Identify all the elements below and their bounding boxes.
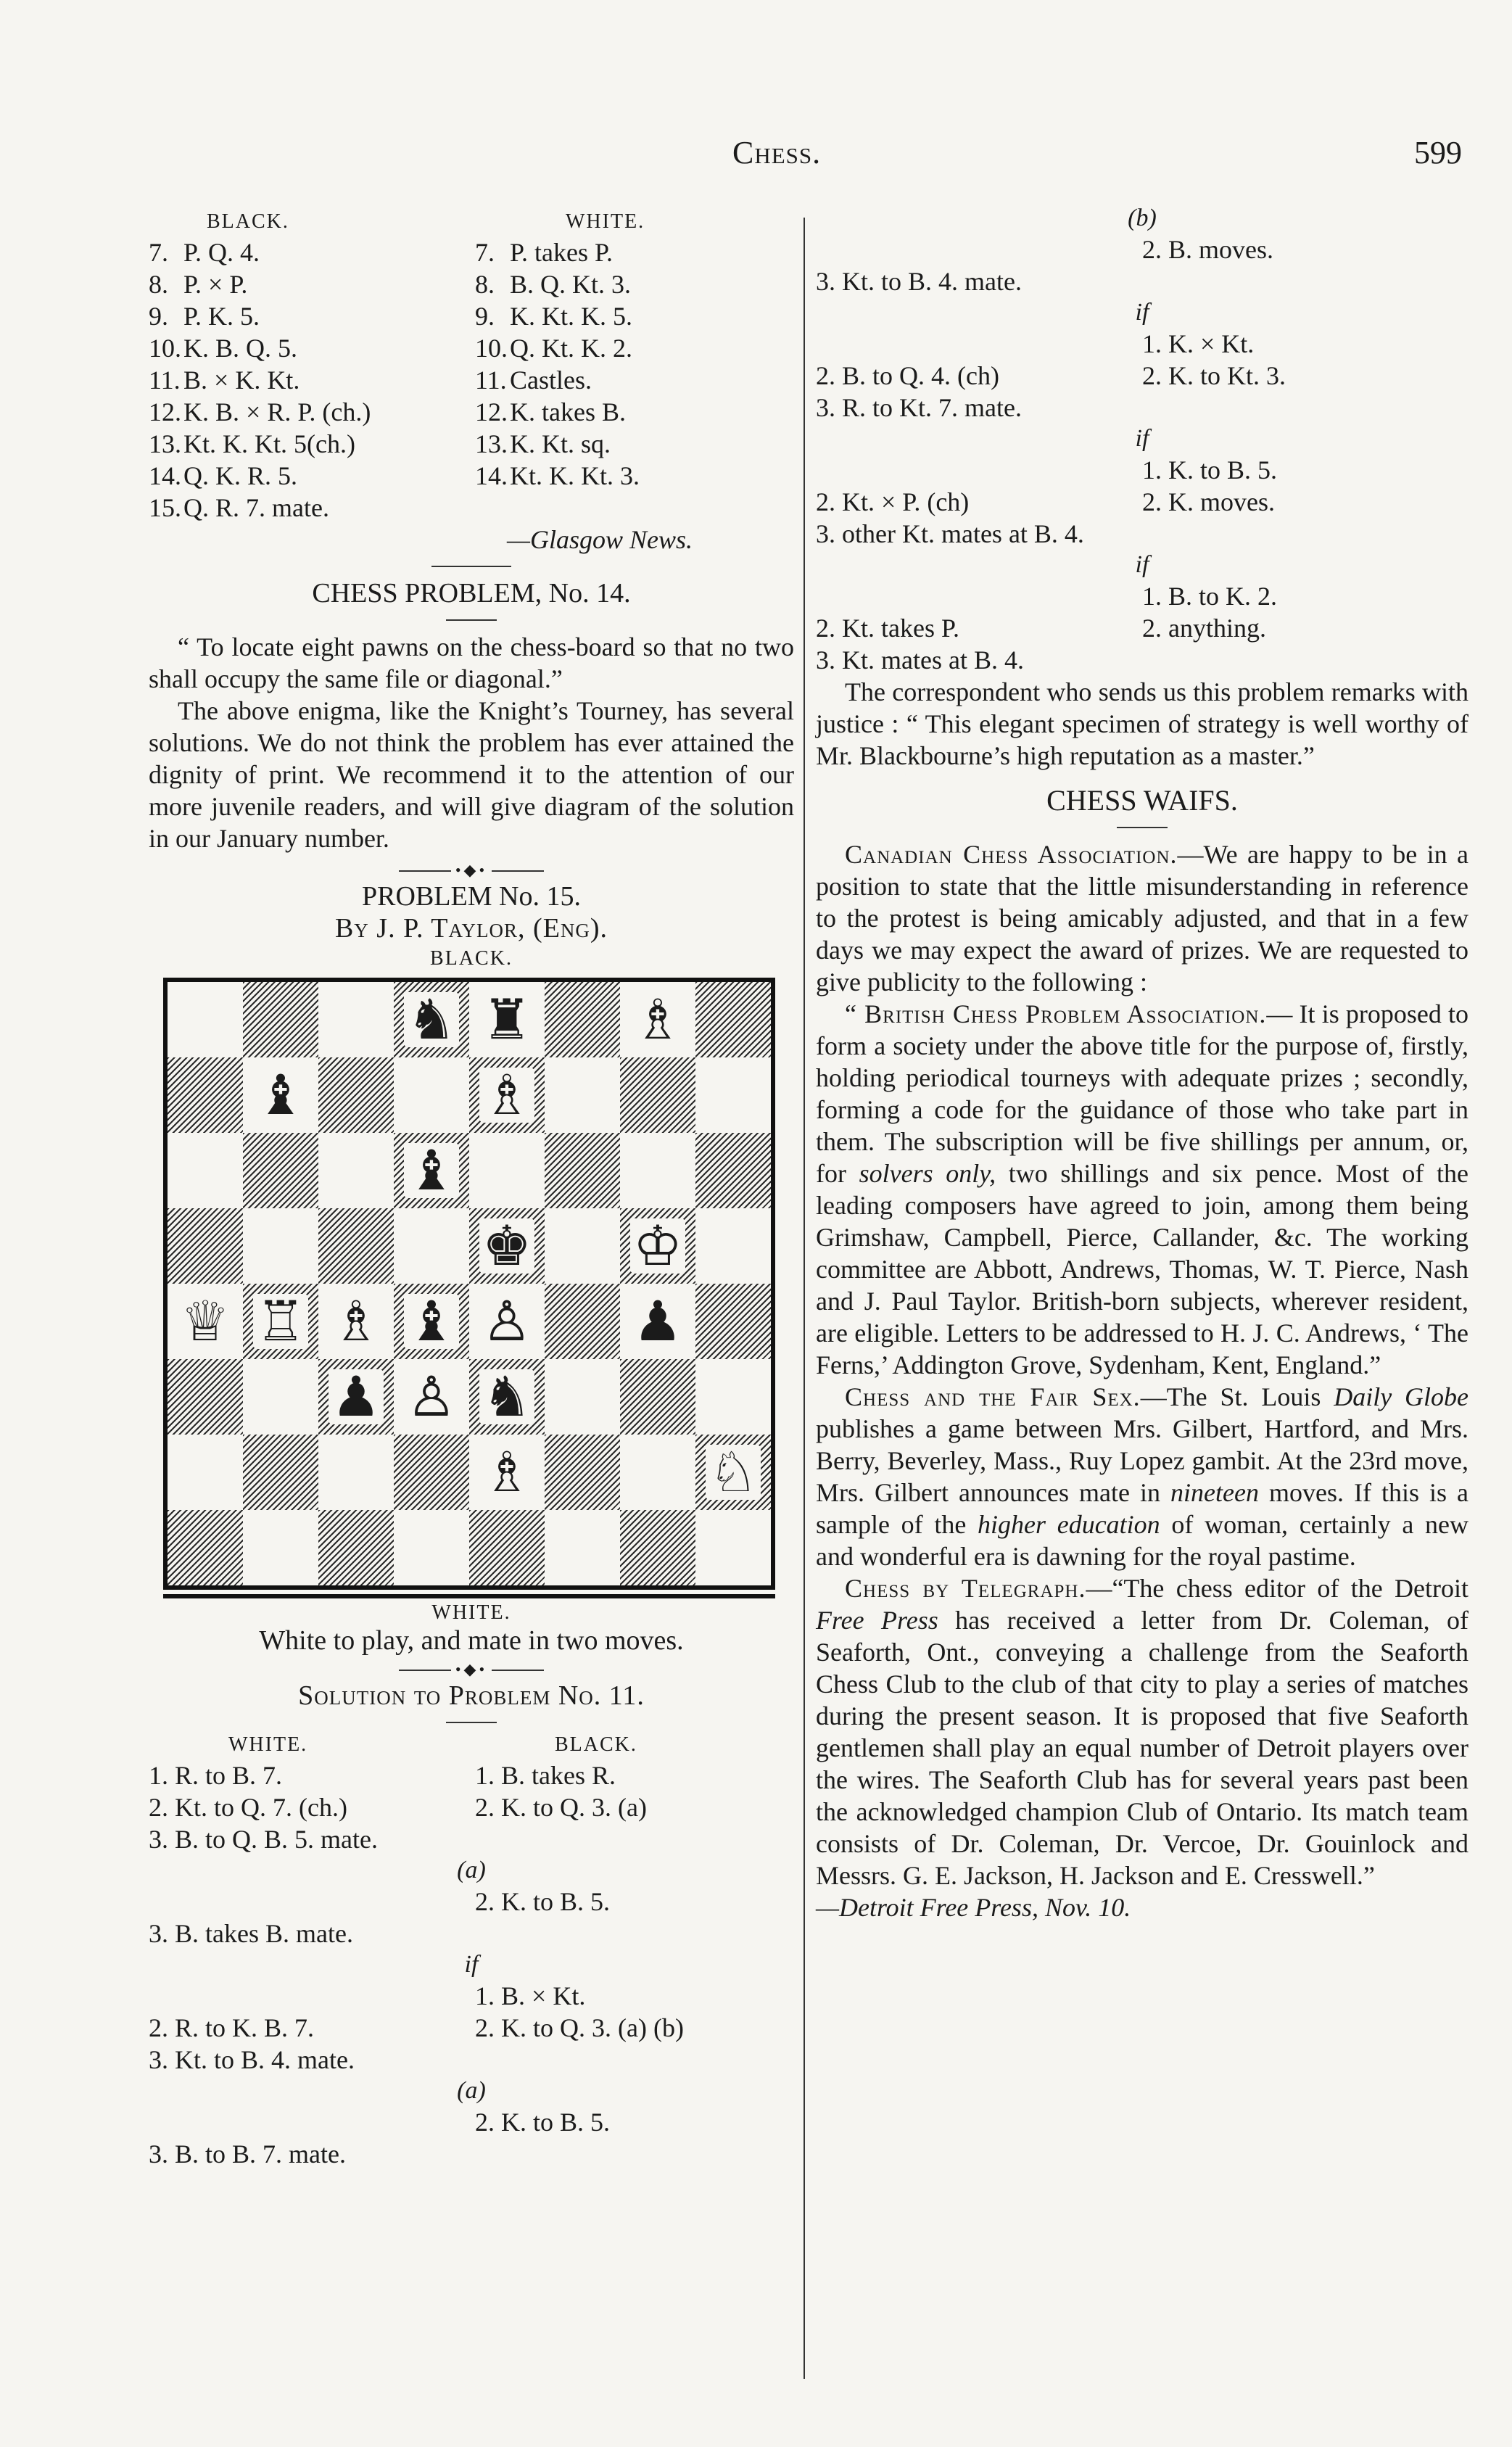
solution-black-header: BLACK.	[555, 1733, 637, 1756]
black-move: 2. K. to Q. 3. (a) (b)	[475, 2013, 684, 2042]
running-title: Chess.	[732, 135, 822, 170]
variation-label: if	[1135, 425, 1149, 452]
black-move: 2. K. to Kt. 3.	[1142, 361, 1286, 390]
move-number: 8.	[149, 270, 168, 299]
light-square	[469, 982, 545, 1057]
black-move: 1. B. × Kt.	[475, 1981, 586, 2010]
white-move: K. Kt. K. 5.	[510, 302, 632, 331]
game-move-row	[149, 300, 794, 332]
light-square	[168, 1284, 243, 1359]
variation-label: (a)	[457, 1857, 486, 1883]
board-white-label: WHITE.	[431, 1601, 511, 1624]
light-square	[243, 1359, 318, 1435]
black-move	[1142, 265, 1468, 297]
black-move	[475, 2138, 794, 2170]
dark-square	[168, 1057, 243, 1133]
move-number: 7.	[475, 238, 495, 267]
solution-row	[149, 1980, 794, 2012]
solution-row	[816, 518, 1468, 550]
white-move: 3. Kt. to B. 4. mate.	[816, 267, 1022, 296]
game-move-row	[149, 396, 794, 428]
white-move: 3. B. to B. 7. mate.	[149, 2139, 346, 2169]
lead-canadian-association: Canadian Chess Association.	[845, 840, 1178, 869]
separator-rule	[446, 1722, 497, 1723]
chess-piece-icon: ♔	[630, 1218, 685, 1274]
move-number: 13.	[475, 429, 508, 458]
move-number: 14.	[149, 461, 181, 490]
white-move	[816, 234, 1142, 265]
white-move: 2. Kt. takes P.	[816, 614, 959, 643]
white-move: 3. other Kt. mates at B. 4.	[816, 519, 1084, 548]
solution-row	[816, 644, 1468, 676]
black-move: K. B. × R. P. (ch.)	[183, 397, 371, 426]
black-move: 2. K. to B. 5.	[475, 2108, 611, 2137]
white-move: P. takes P.	[510, 238, 614, 267]
chess-piece-icon: ♝	[404, 1143, 459, 1198]
black-move: 1. B. takes R.	[475, 1761, 616, 1790]
move-number: 12.	[475, 397, 508, 426]
light-square	[318, 982, 394, 1057]
dark-square	[394, 1435, 469, 1510]
light-square	[318, 1435, 394, 1510]
chess-board	[163, 978, 775, 1590]
solution-white-header: WHITE.	[228, 1733, 308, 1756]
solution-row	[149, 2138, 794, 2170]
black-move: 2. K. to B. 5.	[475, 1887, 611, 1916]
dark-square	[469, 1359, 545, 1435]
light-square	[695, 1510, 771, 1585]
separator-rule	[446, 619, 497, 621]
black-move: Q. K. R. 5.	[183, 461, 298, 490]
move-number: 14.	[475, 461, 508, 490]
white-move	[149, 2106, 475, 2138]
black-move: 2. B. moves.	[1142, 235, 1274, 264]
move-number: 8.	[475, 270, 495, 299]
problem-14-commentary: The above enigma, like the Knight’s Tourney, has several solutions. We do not think the problem has ever attained the dignity of print. We recommend it to the attention of our more juvenile readers, and will give diagram of the solution in our January number.	[149, 696, 794, 853]
paragraph-telegraph: Chess by Telegraph.—“The chess editor of the Detroit Free Press has received a letter from Dr. Coleman, of Seaforth, Ont., conveying a challenge from the Seaforth Chess Club to the club of that city to play a series of matches during the present season. It is proposed that five Seaforth gentlemen shall play an equal number of Detroit players over the wires. The Seaforth Club has for several years past been the acknowledged champion Club of Ontario. Its match team consists of Dr. Coleman, Dr. Vercoe, Dr. Gouinlock and Messrs. G. E. Jackson, H. Jackson and E. Cresswell.”	[816, 1574, 1468, 1890]
chess-piece-icon: ♜	[479, 992, 534, 1047]
dark-square	[620, 1510, 695, 1585]
chess-piece-icon: ♗	[479, 1068, 534, 1123]
solution-row	[816, 234, 1468, 265]
game-moves	[149, 236, 794, 524]
move-number: 11.	[149, 366, 181, 395]
light-square	[545, 1359, 620, 1435]
dark-square	[243, 1435, 318, 1510]
black-move: 1. K. × Kt.	[1142, 329, 1255, 358]
white-move: 3. Kt. mates at B. 4.	[816, 645, 1024, 674]
dark-square	[469, 1057, 545, 1133]
solution-row	[149, 1918, 794, 1949]
paragraph-canadian-association: Canadian Chess Association.—We are happy to be in a position to state that the little misunderstanding in reference to the protest is being amicably adjusted, and that in a few days we may expect the award of prizes. We are requested to give publicity to the following :	[816, 840, 1468, 996]
chess-piece-icon: ♟	[329, 1369, 384, 1424]
dark-square	[469, 1510, 545, 1585]
white-move	[816, 454, 1142, 486]
white-move: 2. Kt. × P. (ch)	[816, 487, 970, 516]
light-square	[545, 1057, 620, 1133]
solution-row	[149, 1791, 794, 1823]
black-move: P. × P.	[183, 270, 248, 299]
light-square	[695, 1057, 771, 1133]
dark-square	[318, 1510, 394, 1585]
white-move	[149, 1886, 475, 1918]
light-square	[469, 1435, 545, 1510]
move-number: 9.	[149, 302, 168, 331]
light-square	[620, 1435, 695, 1510]
correspondent-paragraph: The correspondent who sends us this problem remarks with justice : “ This elegant specimen of strategy is well worthy of Mr. Blackbourne’s high reputation as a master.”	[816, 677, 1468, 770]
white-move	[149, 1980, 475, 2012]
black-move: 1. K. to B. 5.	[1142, 455, 1278, 484]
solution-row	[816, 328, 1468, 360]
solution-row	[816, 454, 1468, 486]
dark-square	[545, 1133, 620, 1208]
game-move-row	[149, 332, 794, 364]
solution-row	[149, 1759, 794, 1791]
dark-square	[243, 1133, 318, 1208]
board-black-label: BLACK.	[430, 947, 513, 970]
white-move: Kt. K. Kt. 3.	[510, 461, 640, 490]
lead-british-association: “ British Chess Problem Association.	[845, 999, 1267, 1028]
dark-square	[243, 982, 318, 1057]
light-square	[243, 1208, 318, 1284]
game-move-row	[149, 236, 794, 268]
dark-square	[394, 1284, 469, 1359]
dark-square	[695, 1284, 771, 1359]
black-move: K. B. Q. 5.	[183, 334, 298, 363]
move-number: 7.	[149, 238, 168, 267]
dark-square	[545, 982, 620, 1057]
chess-piece-icon: ♗	[329, 1294, 384, 1349]
solution-moves	[149, 1759, 794, 2170]
white-move: 3. R. to Kt. 7. mate.	[816, 393, 1022, 422]
move-number: 10.	[475, 334, 508, 363]
game-moves-header	[149, 210, 794, 234]
problem-14-statement: “ To locate eight pawns on the chess-board so that no two shall occupy the same file or diagonal.”	[149, 632, 794, 693]
white-move	[816, 328, 1142, 360]
dark-square	[620, 1359, 695, 1435]
variation-label: if	[1135, 551, 1149, 578]
black-move	[475, 2044, 794, 2076]
variation-label: if	[464, 1951, 479, 1978]
problem-15-author: By J. P. Taylor, (Eng).	[334, 913, 608, 944]
right-column	[816, 203, 1468, 1923]
lead-fair-sex: Chess and the Fair Sex.	[845, 1382, 1141, 1411]
black-move: 2. K. moves.	[1142, 487, 1275, 516]
move-number: 11.	[475, 366, 507, 395]
chess-waifs-title: CHESS WAIFS.	[1046, 784, 1238, 817]
solution-row	[149, 2106, 794, 2138]
white-move: 2. R. to K. B. 7.	[149, 2013, 315, 2042]
black-move: B. × K. Kt.	[183, 366, 300, 395]
light-square	[394, 1057, 469, 1133]
lead-telegraph: Chess by Telegraph.	[845, 1574, 1086, 1603]
black-move: Kt. K. Kt. 5(ch.)	[183, 429, 355, 458]
light-square	[394, 1208, 469, 1284]
light-square	[168, 982, 243, 1057]
light-square	[620, 1133, 695, 1208]
chess-piece-icon: ♞	[404, 992, 459, 1047]
chess-piece-icon: ♝	[253, 1068, 308, 1123]
dark-square	[545, 1435, 620, 1510]
solution-row	[816, 612, 1468, 644]
black-move	[475, 1918, 794, 1949]
chess-piece-icon: ♙	[404, 1369, 459, 1424]
black-move: 2. K. to Q. 3. (a)	[475, 1793, 647, 1822]
game-move-row	[149, 428, 794, 460]
ornament-divider: •◆•	[399, 1670, 544, 1671]
solution-row	[149, 1823, 794, 1855]
solution-row	[149, 2012, 794, 2044]
separator-rule	[431, 566, 511, 567]
move-number: 13.	[149, 429, 181, 458]
light-square	[620, 982, 695, 1057]
chess-piece-icon: ♞	[479, 1369, 534, 1424]
black-move	[1142, 518, 1468, 550]
game-source: —Glasgow News.	[506, 525, 693, 554]
page-number: 599	[1414, 135, 1462, 170]
light-square	[469, 1284, 545, 1359]
problem-15-diagram	[163, 978, 780, 1598]
problem-15-title: PROBLEM No. 15.	[362, 881, 581, 912]
light-square	[168, 1133, 243, 1208]
variation-label: (b)	[1128, 205, 1157, 231]
white-move: 2. Kt. to Q. 7. (ch.)	[149, 1793, 347, 1822]
dark-square	[168, 1510, 243, 1585]
white-move: 3. Kt. to B. 4. mate.	[149, 2045, 355, 2074]
variation-label: if	[1135, 299, 1149, 326]
dark-square	[243, 1284, 318, 1359]
black-move: Q. R. 7. mate.	[183, 493, 329, 522]
black-header: BLACK.	[207, 210, 289, 233]
separator-rule	[1117, 827, 1168, 828]
white-move: Q. Kt. K. 2.	[510, 334, 632, 363]
white-move: 3. B. takes B. mate.	[149, 1919, 353, 1948]
light-square	[394, 1359, 469, 1435]
white-move: 1. R. to B. 7.	[149, 1761, 283, 1790]
black-move: 1. B. to K. 2.	[1142, 582, 1278, 611]
dark-square	[394, 1133, 469, 1208]
chess-piece-icon: ♚	[479, 1218, 534, 1274]
dark-square	[318, 1359, 394, 1435]
solution-header	[149, 1733, 794, 1757]
solution-row	[816, 486, 1468, 518]
dark-square	[318, 1057, 394, 1133]
light-square	[318, 1133, 394, 1208]
solution-row	[816, 265, 1468, 297]
black-move: P. Q. 4.	[183, 238, 260, 267]
dark-square	[168, 1208, 243, 1284]
dark-square	[695, 982, 771, 1057]
black-move	[1142, 392, 1468, 424]
move-number: 15.	[149, 493, 181, 522]
game-move-row	[149, 492, 794, 524]
black-move	[475, 1823, 794, 1855]
dark-square	[318, 1208, 394, 1284]
chess-piece-icon: ♟	[630, 1294, 685, 1349]
column-rule	[803, 218, 805, 2379]
light-square	[620, 1284, 695, 1359]
light-square	[168, 1435, 243, 1510]
black-move: 2. anything.	[1142, 614, 1266, 643]
light-square	[695, 1359, 771, 1435]
game-move-row	[149, 460, 794, 492]
white-move: K. takes B.	[510, 397, 626, 426]
white-move	[816, 580, 1142, 612]
solution-row	[149, 1886, 794, 1918]
paragraph-british-association: “ British Chess Problem Association.— It is proposed to form a society under the above title for the purpose of, firstly, holding periodical tourneys with adequate prizes ; secondly, forming a code for the guidance of those who take part in them. The subscription will be five shillings per annum, or, for solvers only, two shillings and six pence. Most of the leading composers have agreed to join, among them being Grimshaw, Campbell, Pierce, Callander, &c. The working committee are Abbott, Andrews, Thomas, W. T. Pierce, Nash and J. Paul Taylor. British-born subjects, wherever resident, are eligible. Letters to be addressed to H. J. C. Andrews, ‘ The Ferns,’ Addington Grove, Sydenham, Kent, England.”	[816, 999, 1469, 1379]
solution-title: Solution to Problem No. 11.	[298, 1680, 645, 1711]
paragraph-fair-sex: Chess and the Fair Sex.—The St. Louis Daily Globe publishes a game between Mrs. Gilbert, Hartford, and Mrs. Berry, Beverley, Mass., Ruy Lopez gambit. At the 23rd move, Mrs. Gilbert announces mate in nineteen moves. If this is a sample of the higher education of woman, certainly a new and wonderful era is dawning for the royal pastime.	[816, 1382, 1469, 1571]
dark-square	[695, 1133, 771, 1208]
light-square	[469, 1133, 545, 1208]
light-square	[695, 1208, 771, 1284]
solution-moves-continued	[816, 203, 1468, 676]
solution-row	[149, 2044, 794, 2076]
light-square	[545, 1208, 620, 1284]
chess-piece-icon: ♗	[630, 992, 685, 1047]
solution-row	[816, 580, 1468, 612]
problem-14-title: CHESS PROBLEM, No. 14.	[312, 578, 631, 608]
white-header: WHITE.	[566, 210, 645, 233]
white-move: Castles.	[510, 366, 592, 395]
ornament-divider: •◆•	[399, 870, 544, 872]
light-square	[545, 1510, 620, 1585]
chess-piece-icon: ♖	[253, 1294, 308, 1349]
chess-piece-icon: ♕	[178, 1294, 233, 1349]
white-move: K. Kt. sq.	[510, 429, 611, 458]
left-column	[149, 210, 794, 2170]
light-square	[394, 1510, 469, 1585]
problem-15-task: White to play, and mate in two moves.	[259, 1625, 684, 1656]
game-move-row	[149, 364, 794, 396]
dark-square	[545, 1284, 620, 1359]
dark-square	[469, 1208, 545, 1284]
light-square	[243, 1057, 318, 1133]
light-square	[318, 1284, 394, 1359]
light-square	[243, 1510, 318, 1585]
black-move: P. K. 5.	[183, 302, 260, 331]
dark-square	[394, 982, 469, 1057]
solution-row	[816, 392, 1468, 424]
dark-square	[620, 1208, 695, 1284]
board-underline	[163, 1594, 775, 1598]
move-number: 10.	[149, 334, 181, 363]
solution-row	[816, 360, 1468, 392]
move-number: 12.	[149, 397, 181, 426]
white-move: 3. B. to Q. B. 5. mate.	[149, 1825, 378, 1854]
dark-square	[695, 1435, 771, 1510]
telegraph-source: —Detroit Free Press, Nov. 10.	[816, 1893, 1131, 1922]
variation-label: (a)	[457, 2077, 486, 2104]
move-number: 9.	[475, 302, 495, 331]
game-move-row	[149, 268, 794, 300]
chess-piece-icon: ♘	[706, 1445, 761, 1500]
white-move: B. Q. Kt. 3.	[510, 270, 632, 299]
dark-square	[620, 1057, 695, 1133]
chess-piece-icon: ♗	[479, 1445, 534, 1500]
chess-piece-icon: ♙	[479, 1294, 534, 1349]
dark-square	[168, 1359, 243, 1435]
white-move: 2. B. to Q. 4. (ch)	[816, 361, 999, 390]
chess-piece-icon: ♝	[404, 1294, 459, 1349]
black-move	[1142, 644, 1468, 676]
